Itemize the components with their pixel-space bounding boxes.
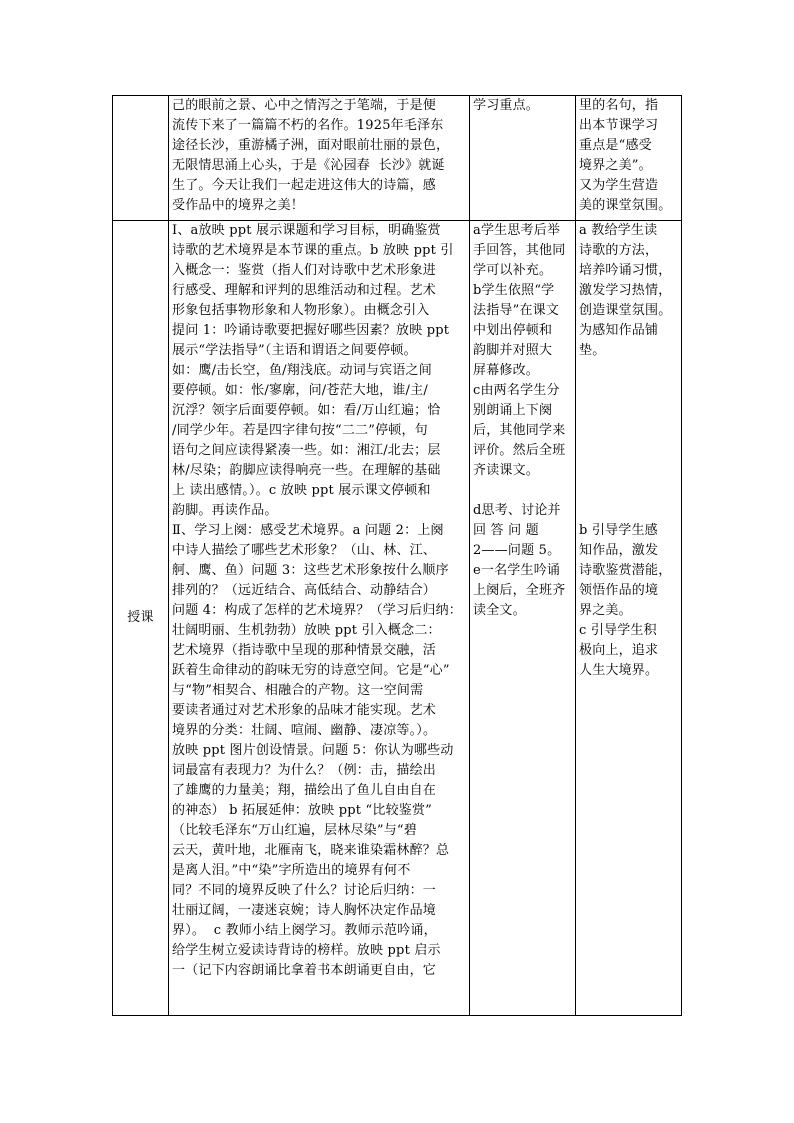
text-line: 诗歌的艺术境界是本节课的重点。b 放映 ppt 引: [172, 243, 454, 258]
teaching-content-cell: [169, 96, 470, 221]
text-line: 林/尽染；韵脚应读得响亮一些。在理解的基础: [172, 463, 441, 478]
text-line: 激发学习热情，: [579, 283, 672, 298]
spacer: [579, 401, 678, 421]
text-line: 法指导”在课文: [473, 303, 560, 318]
text-line: 无限情思涌上心头，于是《沁园春 长沙》就诞: [172, 158, 445, 173]
text-line: 人生大境界。: [579, 663, 659, 678]
text-line: 要读者通过对艺术形象的品味才能实现。艺术: [172, 703, 437, 718]
text-line: 诗歌鉴赏潜能，: [579, 563, 672, 578]
text-line: 学可以补充。: [473, 263, 553, 278]
text-line: 入概念一：鉴赏（指人们对诗歌中艺术形象进: [172, 263, 437, 278]
text-line: 回 答 问 题: [473, 523, 539, 538]
text-line: 的神态） b 拓展延伸：放映 ppt “比较鉴赏”: [172, 803, 433, 818]
text-line: 同？不同的境界反映了什么？讨论后归纳：一: [172, 883, 437, 898]
text-line: 沉浮？领字后面要停顿。如：看/万山红遍；恰: [172, 403, 441, 418]
text-line: 展示“学法指导”（主语和谓语之间要停顿。: [172, 343, 417, 358]
text-line: 跃着生命律动的韵味无穷的诗意空间。它是“心”: [172, 663, 450, 678]
spacer: [579, 381, 678, 401]
text-line: 培养吟诵习惯，: [579, 263, 672, 278]
text-line: 云天，黄叶地，北雁南飞，晓来谁染霜林醉？总: [172, 843, 450, 858]
text-line: b学生依照“学: [473, 283, 555, 298]
table-row: [113, 96, 682, 221]
text-line: c由两名学生分: [473, 383, 560, 398]
text-line: 境界之美”。: [579, 158, 652, 173]
text-line: 手回答，其他同: [473, 243, 566, 258]
teaching-content-cell: [169, 221, 470, 1016]
row-label-cell: 授课: [113, 221, 169, 1016]
text-line: 一（记下内容朗诵比拿着书本朗诵更自由，它: [172, 963, 437, 978]
text-line: 行感受、理解和评判的思维活动和过程。艺术: [172, 283, 437, 298]
text-line: 舸、鹰、鱼）问题 3：这些艺术形象按什么顺序: [172, 563, 449, 578]
text-line: 受作品中的境界之美！: [172, 198, 305, 213]
text-line: 界）。 c 教师小结上阕学习。教师示范吟诵，: [172, 923, 437, 938]
text-line: 壮丽辽阔，一凄迷哀婉；诗人胸怀决定作品境: [172, 903, 437, 918]
spacer: [473, 481, 572, 501]
text-line: b 引导学生感: [579, 523, 658, 538]
text-line: a 教给学生读: [579, 223, 658, 238]
spacer: [579, 481, 678, 501]
text-line: 又为学生营造: [579, 178, 659, 193]
text-line: 要停顿。如：怅/寥廓，问/苍茫大地，谁/主/: [172, 383, 428, 398]
text-line: 美的课堂氛围。: [579, 198, 672, 213]
text-line: a学生思考后举: [473, 223, 561, 238]
text-line: 评价。然后全班: [473, 443, 566, 458]
text-line: 上阕后，全班齐: [473, 583, 566, 598]
text-line: 别朗诵上下阕: [473, 403, 553, 418]
text-line: 途径长沙，重游橘子洲，面对眼前壮丽的景色，: [172, 138, 450, 153]
row-label-cell: [113, 96, 169, 221]
text-line: c 引导学生积: [579, 623, 657, 638]
text-line: 流传下来了一篇篇不朽的名作。1925年毛泽东: [172, 118, 444, 133]
student-activity-cell: [470, 221, 576, 1016]
spacer: [579, 461, 678, 481]
text-line: 齐读课文。: [473, 463, 540, 478]
text-line: 艺术境界（指诗歌中呈现的那种情景交融，活: [172, 643, 437, 658]
spacer: [579, 441, 678, 461]
spacer: [579, 361, 678, 381]
text-line: 里的名句，指: [579, 98, 659, 113]
design-purpose-cell: [576, 221, 682, 1016]
text-line: 重点是“感受: [579, 138, 652, 153]
text-line: 是离人泪。”中“染”字所造出的境界有何不: [172, 863, 411, 878]
text-line: 创造课堂氛围。: [579, 303, 672, 318]
text-line: 上 读出感情。）。c 放映 ppt 展示课文停顿和: [172, 483, 431, 498]
text-line: 知作品，激发: [579, 543, 659, 558]
text-line: 垫。: [579, 343, 606, 358]
text-line: 己的眼前之景、心中之情泻之于笔端，于是便: [172, 98, 437, 113]
text-line: 与“物”相契合、相融合的产物。这一空间需: [172, 683, 424, 698]
text-line: 极向上，追求: [579, 643, 659, 658]
text-line: 如：鹰/击长空，鱼/翔浅底。动词与宾语之间: [172, 363, 432, 378]
text-line: 形象包括事物形象和人物形象）。由概念引入: [172, 303, 430, 318]
text-line: 韵脚。再读作品。: [172, 503, 278, 518]
text-line: 学习重点。: [473, 98, 540, 113]
text-line: 给学生树立爱读诗背诗的榜样。放映 ppt 启示: [172, 943, 441, 958]
lesson-plan-table: [112, 95, 682, 1016]
text-line: Ⅰ、a放映 ppt 展示课题和学习目标，明确鉴赏: [172, 223, 441, 238]
spacer: [579, 501, 678, 521]
text-line: 提问 1：吟诵诗歌要把握好哪些因素？放映 ppt: [172, 323, 450, 338]
text-line: 韵脚并对照大: [473, 343, 553, 358]
text-line: 领悟作品的境: [579, 583, 659, 598]
student-activity-cell: [470, 96, 576, 221]
table-row: [113, 221, 682, 1016]
spacer: [579, 421, 678, 441]
text-line: e一名学生吟诵: [473, 563, 561, 578]
design-purpose-cell: [576, 96, 682, 221]
text-line: 问题 4：构成了怎样的艺术境界？（学习后归纳：: [172, 603, 463, 618]
text-line: 为感知作品铺: [579, 323, 659, 338]
text-line: 读全文。: [473, 603, 526, 618]
text-line: 后，其他同学来: [473, 423, 566, 438]
text-line: 排列的？（远近结合、高低结合、动静结合）: [172, 583, 437, 598]
text-line: 中划出停顿和: [473, 323, 553, 338]
text-line: 放映 ppt 图片创设情景。问题 5：你认为哪些动: [172, 743, 454, 758]
text-line: 词最富有表现力？为什么？（例：击，描绘出: [172, 763, 437, 778]
text-line: 了雄鹰的力量美；翔，描绘出了鱼儿自由自在: [172, 783, 437, 798]
text-line: 壮阔明丽、生机勃勃）放映 ppt 引入概念二：: [172, 623, 441, 638]
text-line: 出本节课学习: [579, 118, 659, 133]
text-line: 语句之间应读得紧凑一些。如：湘江/北去；层: [172, 443, 441, 458]
text-line: 诗歌的方法，: [579, 243, 659, 258]
text-line: 生了。今天让我们一起走进这伟大的诗篇，感: [172, 178, 437, 193]
text-line: 境界的分类：壮阔、喧闹、幽静、凄凉等。）。: [172, 723, 437, 738]
text-line: 界之美。: [579, 603, 632, 618]
text-line: d思考、讨论并: [473, 503, 561, 518]
text-line: （比较毛泽东“万山红遍，层林尽染”与“碧: [172, 823, 417, 838]
text-line: Ⅱ、学习上阕：感受艺术境界。a 问题 2：上阕: [172, 523, 444, 538]
text-line: /同学少年。若是四字律句按“二二”停顿，句: [172, 423, 428, 438]
text-line: 屏幕修改。: [473, 363, 540, 378]
text-line: 2——问题 5。: [473, 543, 561, 558]
text-line: 中诗人描绘了哪些艺术形象？（山、林、江、: [172, 543, 437, 558]
